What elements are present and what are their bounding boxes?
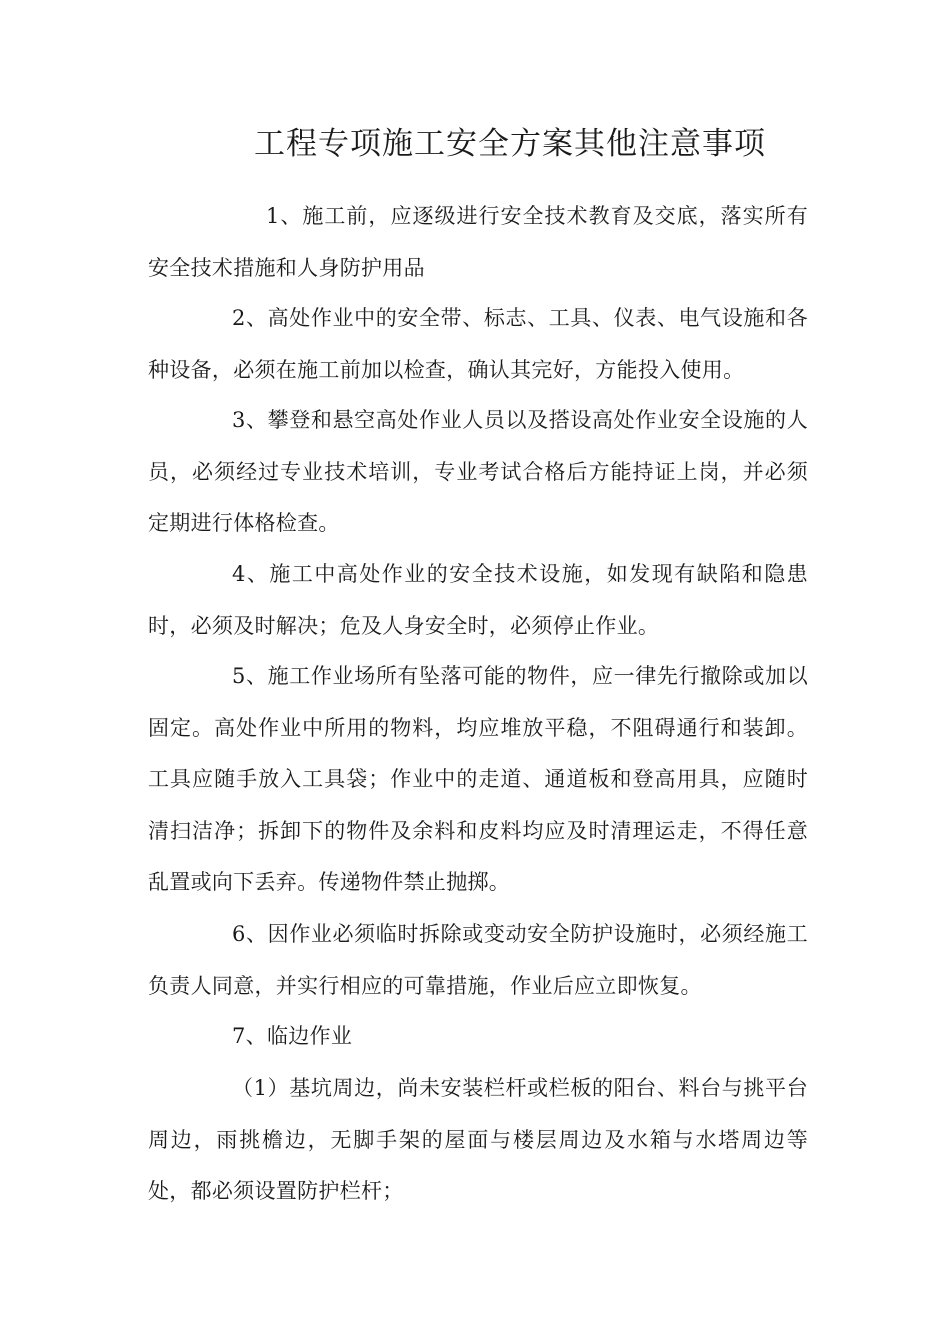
document-title: 工程专项施工安全方案其他注意事项 <box>254 126 766 162</box>
paragraph-6: 6、因作业必须临时拆除或变动安全防护设施时，必须经施工负责人同意，并实行相应的可靠措施，作业后应立即恢复。 <box>148 922 808 998</box>
paragraph-3: 3、攀登和悬空高处作业人员以及搭设高处作业安全设施的人员，必须经过专业技术培训，专业考试合格后方能持证上岗，并必须定期进行体格检查。 <box>148 408 808 535</box>
paragraph-7-item-1: （1）基坑周边，尚未安装栏杆或栏板的阳台、料台与挑平台周边，雨挑檐边，无脚手架的屋面与楼层周边及水箱与水塔周边等处，都必须设置防护栏杆； <box>148 1076 808 1203</box>
paragraph-1: 1、施工前，应逐级进行安全技术教育及交底，落实所有安全技术措施和人身防护用品 <box>148 204 808 280</box>
paragraph-4: 4、施工中高处作业的安全技术设施，如发现有缺陷和隐患时，必须及时解决；危及人身安全时，必须停止作业。 <box>148 562 808 638</box>
paragraph-5: 5、施工作业场所有坠落可能的物件，应一律先行撤除或加以固定。高处作业中所用的物料，均应堆放平稳，不阻碍通行和装卸。工具应随手放入工具袋；作业中的走道、通道板和登高用具，应随时清扫洁净；拆卸下的物件及余料和皮料均应及时清理运走，不得任意乱置或向下丢弃。传递物件禁止抛掷。 <box>148 664 808 894</box>
paragraph-7-heading: 7、临边作业 <box>232 1024 353 1048</box>
paragraph-2: 2、高处作业中的安全带、标志、工具、仪表、电气设施和各种设备，必须在施工前加以检查，确认其完好，方能投入使用。 <box>148 306 808 382</box>
